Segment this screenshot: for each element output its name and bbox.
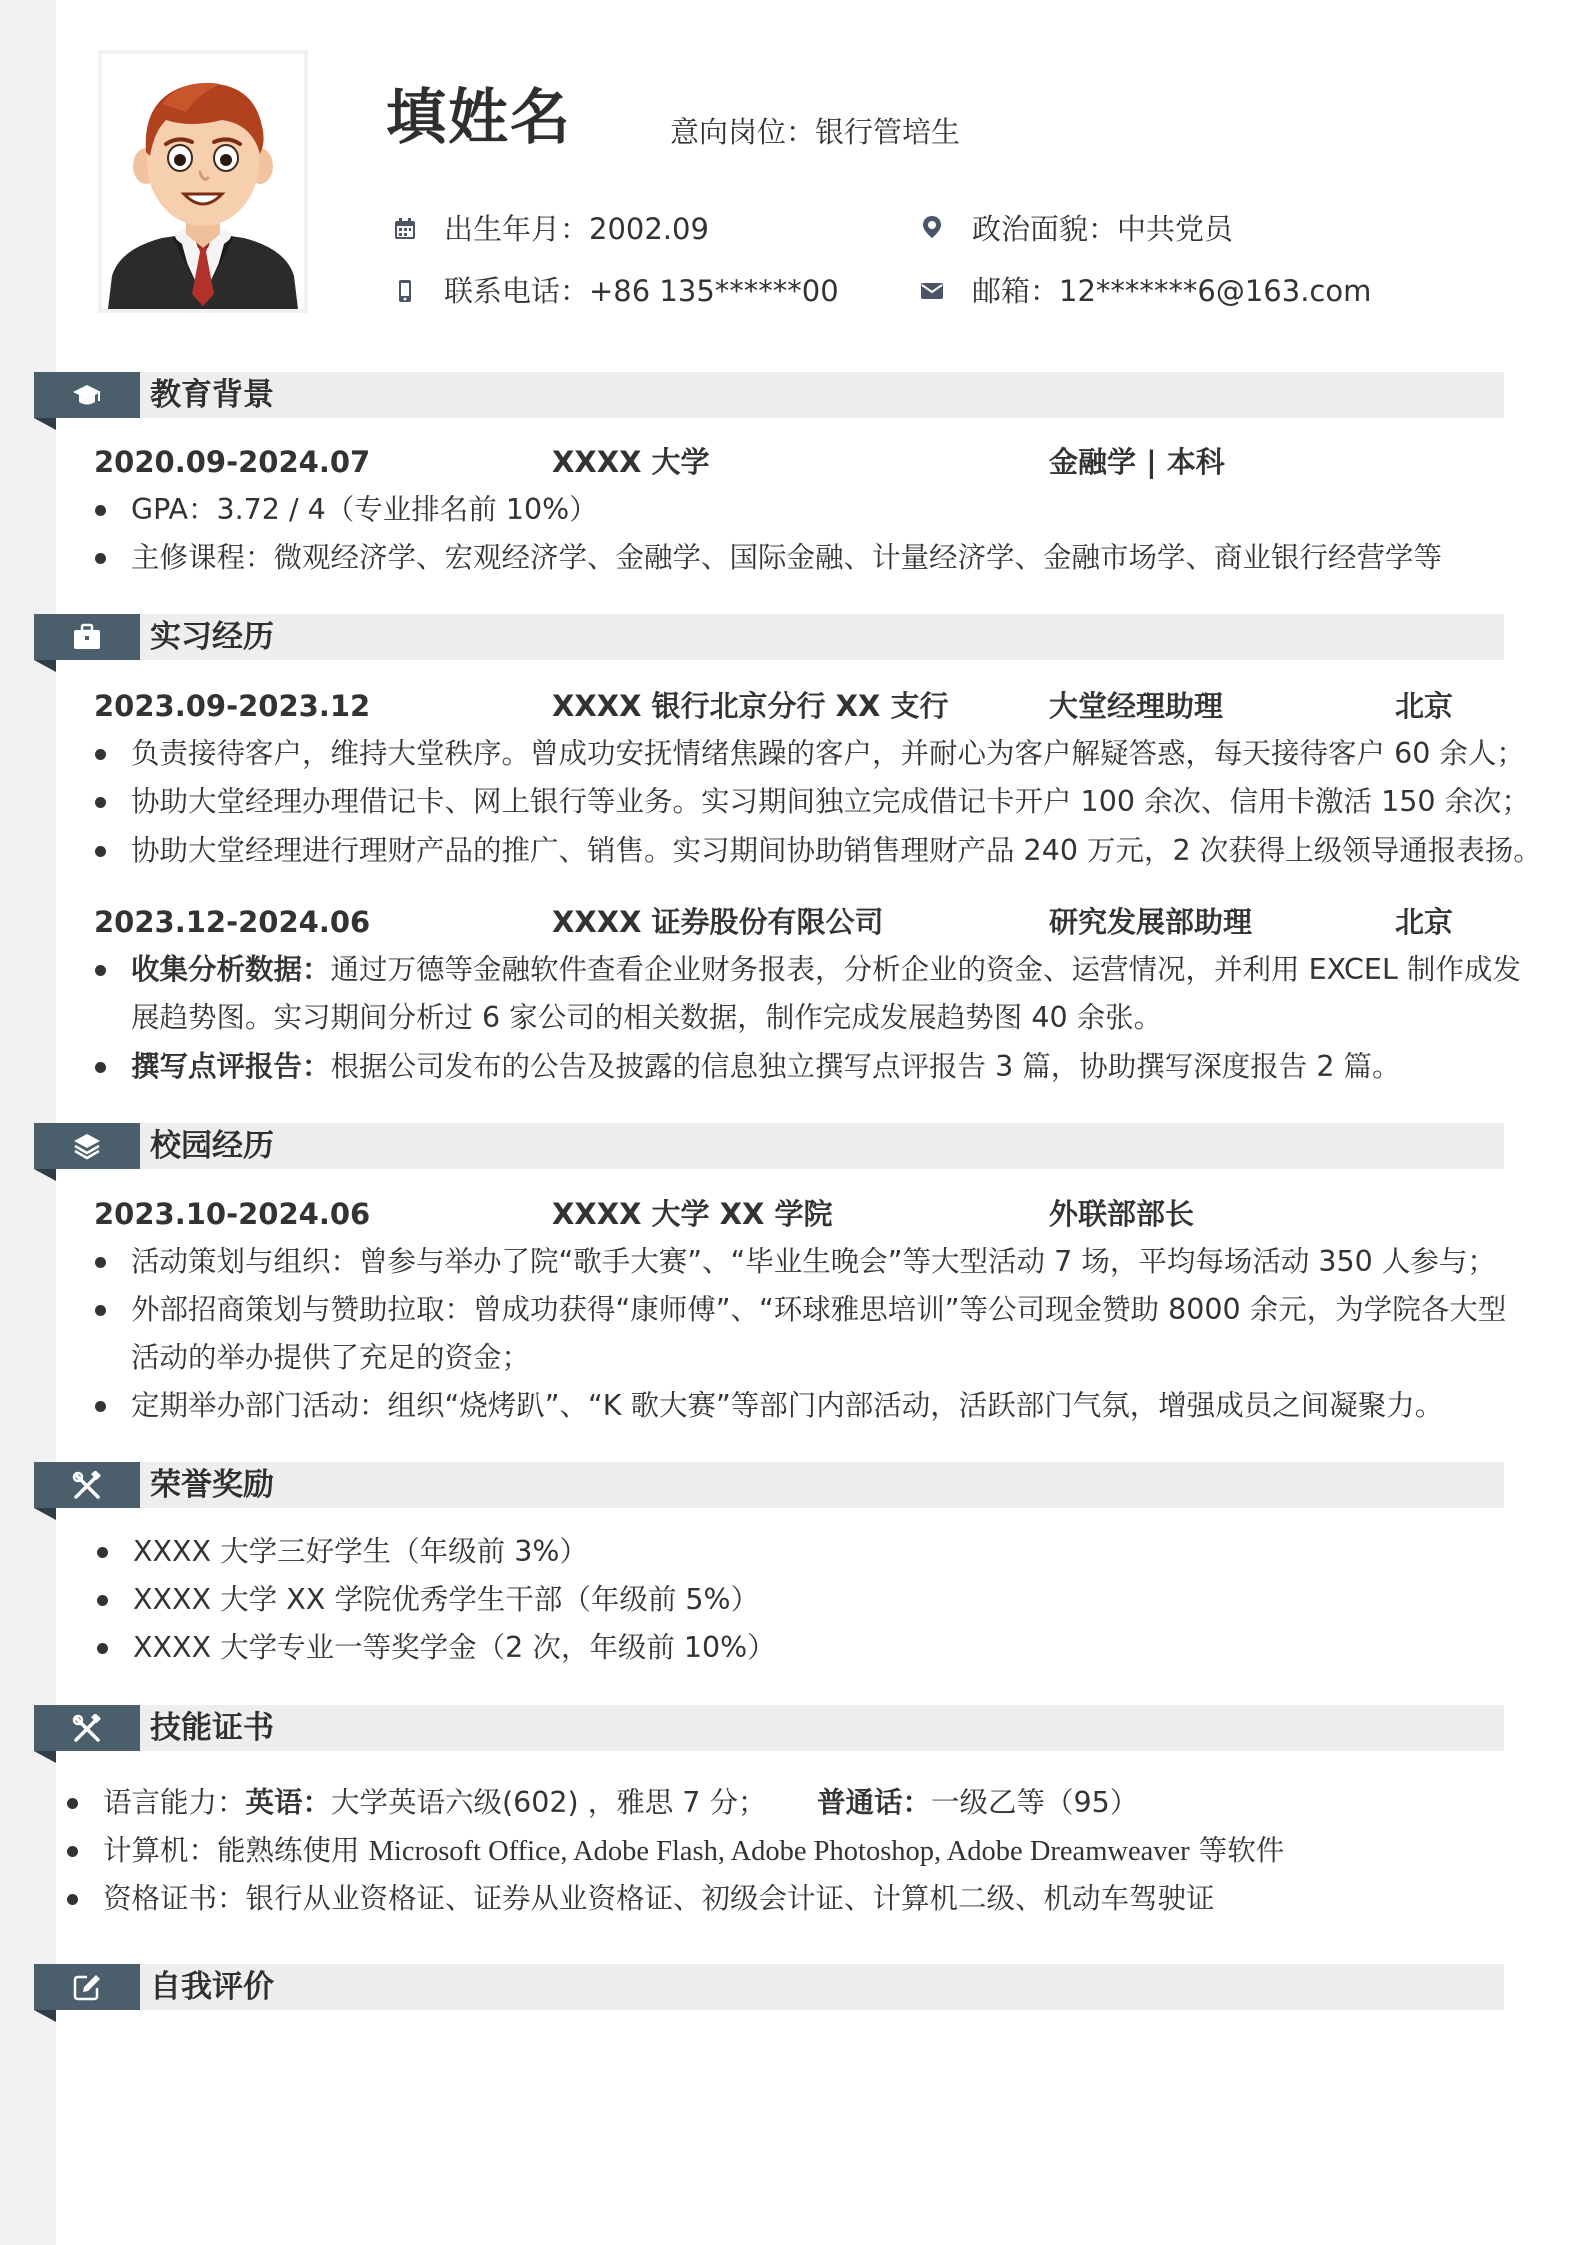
- section-title-honors: 荣誉奖励: [150, 1467, 274, 1503]
- list-item: 负责接待客户，维持大堂秩序。曾成功安抚情绪焦躁的客户，并耐心为客户解疑答惑，每天接待客户 60 余人；: [131, 730, 1525, 778]
- list-item: GPA：3.72 / 4（专业排名前 10%）: [131, 486, 598, 534]
- internship-1-city: 北京: [1395, 689, 1454, 723]
- list-item: XXXX 大学 XX 学院优秀学生干部（年级前 5%）: [133, 1576, 759, 1624]
- section-header-self-evaluation: [34, 1964, 1504, 2024]
- list-item: 收集分析数据：通过万德等金融软件查看企业财务报表，分析企业的资金、运营情况，并利用 EXCEL 制作成发: [131, 946, 1521, 994]
- tools-icon: [72, 1471, 102, 1499]
- list-item: XXXX 大学专业一等奖学金（2 次，年级前 10%）: [133, 1624, 776, 1672]
- list-item-continuation: 展趋势图。实习期间分析过 6 家公司的相关数据，制作完成发展趋势图 40 余张。: [131, 1001, 1163, 1034]
- section-header-campus: [34, 1123, 1504, 1183]
- candidate-name: 填姓名: [386, 83, 572, 153]
- list-item: 资格证书：银行从业资格证、证券从业资格证、初级会计证、计算机二级、机动车驾驶证: [103, 1875, 1215, 1923]
- section-header-honors: [34, 1462, 1504, 1522]
- profile-photo: [98, 50, 308, 313]
- job-intention: 意向岗位：银行管培生: [670, 115, 961, 149]
- mobile-phone-icon: [393, 279, 417, 303]
- section-title-skills: 技能证书: [150, 1710, 274, 1746]
- email-address: 邮箱：12*******6@163.com: [972, 274, 1372, 308]
- section-title-education: 教育背景: [150, 377, 274, 413]
- internship-2-city: 北京: [1395, 905, 1454, 939]
- section-header-skills: [34, 1705, 1504, 1765]
- internship-2-date: 2023.12-2024.06: [94, 905, 371, 939]
- internship-1-role: 大堂经理助理: [1049, 689, 1224, 723]
- internship-1-org: XXXX 银行北京分行 XX 支行: [552, 689, 949, 723]
- internship-2-role: 研究发展部助理: [1049, 905, 1253, 939]
- list-item: 活动策划与组织：曾参与举办了院“歌手大赛”、“毕业生晚会”等大型活动 7 场，平均每场活动 350 人参与；: [131, 1238, 1496, 1286]
- envelope-icon: [920, 279, 944, 303]
- list-item: 外部招商策划与赞助拉取：曾成功获得“康师傅”、“环球雅思培训”等公司现金赞助 8000 余元，为学院各大型: [131, 1286, 1506, 1334]
- birth-date: 出生年月：2002.09: [444, 212, 709, 246]
- internship-2-org: XXXX 证券股份有限公司: [552, 905, 884, 939]
- list-item: 撰写点评报告：根据公司发布的公告及披露的信息独立撰写点评报告 3 篇，协助撰写深度报告 2 篇。: [131, 1043, 1401, 1091]
- phone-number: 联系电话：+86 135******00: [444, 274, 839, 308]
- campus-role: 外联部部长: [1049, 1197, 1195, 1231]
- list-item-continuation: 活动的举办提供了充足的资金；: [131, 1341, 531, 1374]
- briefcase-icon: [72, 623, 102, 651]
- list-item: 语言能力：英语：大学英语六级(602) ，雅思 7 分；: [103, 1779, 766, 1827]
- education-date: 2020.09-2024.07: [94, 445, 371, 479]
- campus-date: 2023.10-2024.06: [94, 1197, 371, 1231]
- section-title-self-evaluation: 自我评价: [150, 1969, 274, 2005]
- tools-icon: [72, 1714, 102, 1742]
- list-item: 协助大堂经理办理借记卡、网上银行等业务。实习期间独立完成借记卡开户 100 余次、信用卡激活 150 余次；: [131, 778, 1530, 826]
- political-status: 政治面貌：中共党员: [972, 212, 1234, 246]
- list-item: 定期举办部门活动：组织“烧烤趴”、“K 歌大赛”等部门内部活动，活跃部门气氛，增强成员之间凝聚力。: [131, 1382, 1443, 1430]
- location-pin-icon: [920, 215, 944, 239]
- education-major: 金融学 | 本科: [1049, 445, 1225, 479]
- list-item: 计算机：能熟练使用 Microsoft Office, Adobe Flash, Adobe Photoshop, Adobe Dreamweaver 等软件: [103, 1827, 1284, 1876]
- list-item: 主修课程：微观经济学、宏观经济学、金融学、国际金融、计量经济学、金融市场学、商业银行经营学等: [131, 534, 1442, 582]
- layers-icon: [72, 1132, 102, 1160]
- calendar-icon: [393, 217, 417, 241]
- list-item: 协助大堂经理进行理财产品的推广、销售。实习期间协助销售理财产品 240 万元，2 次获得上级领导通报表扬。: [131, 827, 1542, 875]
- education-school: XXXX 大学: [552, 445, 710, 479]
- internship-1-date: 2023.09-2023.12: [94, 689, 371, 723]
- mandarin-skill: 普通话：一级乙等（95）: [817, 1786, 1139, 1819]
- campus-org: XXXX 大学 XX 学院: [552, 1197, 833, 1231]
- edit-icon: [72, 1973, 102, 2001]
- section-header-education: [34, 372, 1504, 432]
- graduation-cap-icon: [72, 381, 102, 409]
- section-title-internship: 实习经历: [150, 619, 274, 655]
- list-item: XXXX 大学三好学生（年级前 3%）: [133, 1528, 588, 1576]
- section-header-internship: [34, 614, 1504, 674]
- section-title-campus: 校园经历: [150, 1128, 274, 1164]
